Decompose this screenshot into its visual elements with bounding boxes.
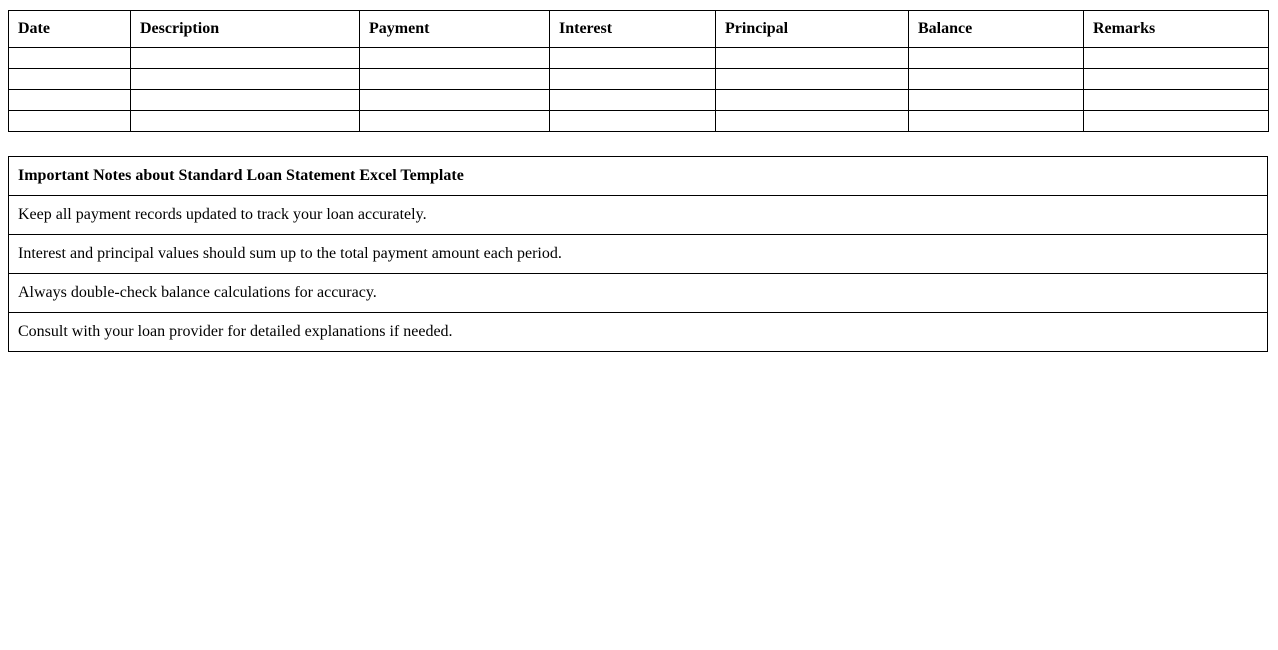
- table-cell-payment: [360, 90, 550, 111]
- table-cell-balance: [909, 90, 1084, 111]
- table-cell-balance: [909, 48, 1084, 69]
- column-header-payment: Payment: [360, 11, 550, 48]
- table-cell-principal: [716, 69, 909, 90]
- column-header-principal: Principal: [716, 11, 909, 48]
- note-item: Interest and principal values should sum up to the total payment amount each period.: [9, 235, 1268, 274]
- table-cell-principal: [716, 111, 909, 132]
- table-cell-description: [131, 48, 360, 69]
- table-cell-balance: [909, 111, 1084, 132]
- table-cell-principal: [716, 90, 909, 111]
- table-cell-remarks: [1084, 90, 1269, 111]
- table-row: [9, 48, 1269, 69]
- table-row: [9, 90, 1269, 111]
- column-header-interest: Interest: [550, 11, 716, 48]
- note-item: Consult with your loan provider for detailed explanations if needed.: [9, 313, 1268, 352]
- table-cell-interest: [550, 90, 716, 111]
- table-cell-payment: [360, 69, 550, 90]
- table-cell-description: [131, 90, 360, 111]
- table-cell-date: [9, 69, 131, 90]
- table-cell-description: [131, 69, 360, 90]
- loan-table-body: [9, 48, 1269, 132]
- table-cell-date: [9, 111, 131, 132]
- table-cell-interest: [550, 48, 716, 69]
- note-item-row: [9, 235, 1268, 274]
- table-row: [9, 111, 1269, 132]
- table-cell-principal: [716, 48, 909, 69]
- note-item: Always double-check balance calculations for accuracy.: [9, 274, 1268, 313]
- table-cell-balance: [909, 69, 1084, 90]
- column-header-balance: Balance: [909, 11, 1084, 48]
- column-header-date: Date: [9, 11, 131, 48]
- loan-statement-table: [8, 10, 1269, 132]
- table-cell-interest: [550, 69, 716, 90]
- table-cell-remarks: [1084, 111, 1269, 132]
- table-cell-payment: [360, 48, 550, 69]
- loan-table-header-row: [9, 11, 1269, 48]
- table-cell-remarks: [1084, 69, 1269, 90]
- table-cell-interest: [550, 111, 716, 132]
- note-item-row: [9, 274, 1268, 313]
- note-item: Keep all payment records updated to track your loan accurately.: [9, 196, 1268, 235]
- table-cell-payment: [360, 111, 550, 132]
- table-cell-date: [9, 90, 131, 111]
- table-cell-date: [9, 48, 131, 69]
- notes-title-row: [9, 157, 1268, 196]
- note-item-row: [9, 196, 1268, 235]
- notes-title: Important Notes about Standard Loan Statement Excel Template: [9, 157, 1268, 196]
- important-notes-table: [8, 156, 1268, 352]
- table-cell-description: [131, 111, 360, 132]
- note-item-row: [9, 313, 1268, 352]
- column-header-remarks: Remarks: [1084, 11, 1269, 48]
- column-header-description: Description: [131, 11, 360, 48]
- table-row: [9, 69, 1269, 90]
- table-cell-remarks: [1084, 48, 1269, 69]
